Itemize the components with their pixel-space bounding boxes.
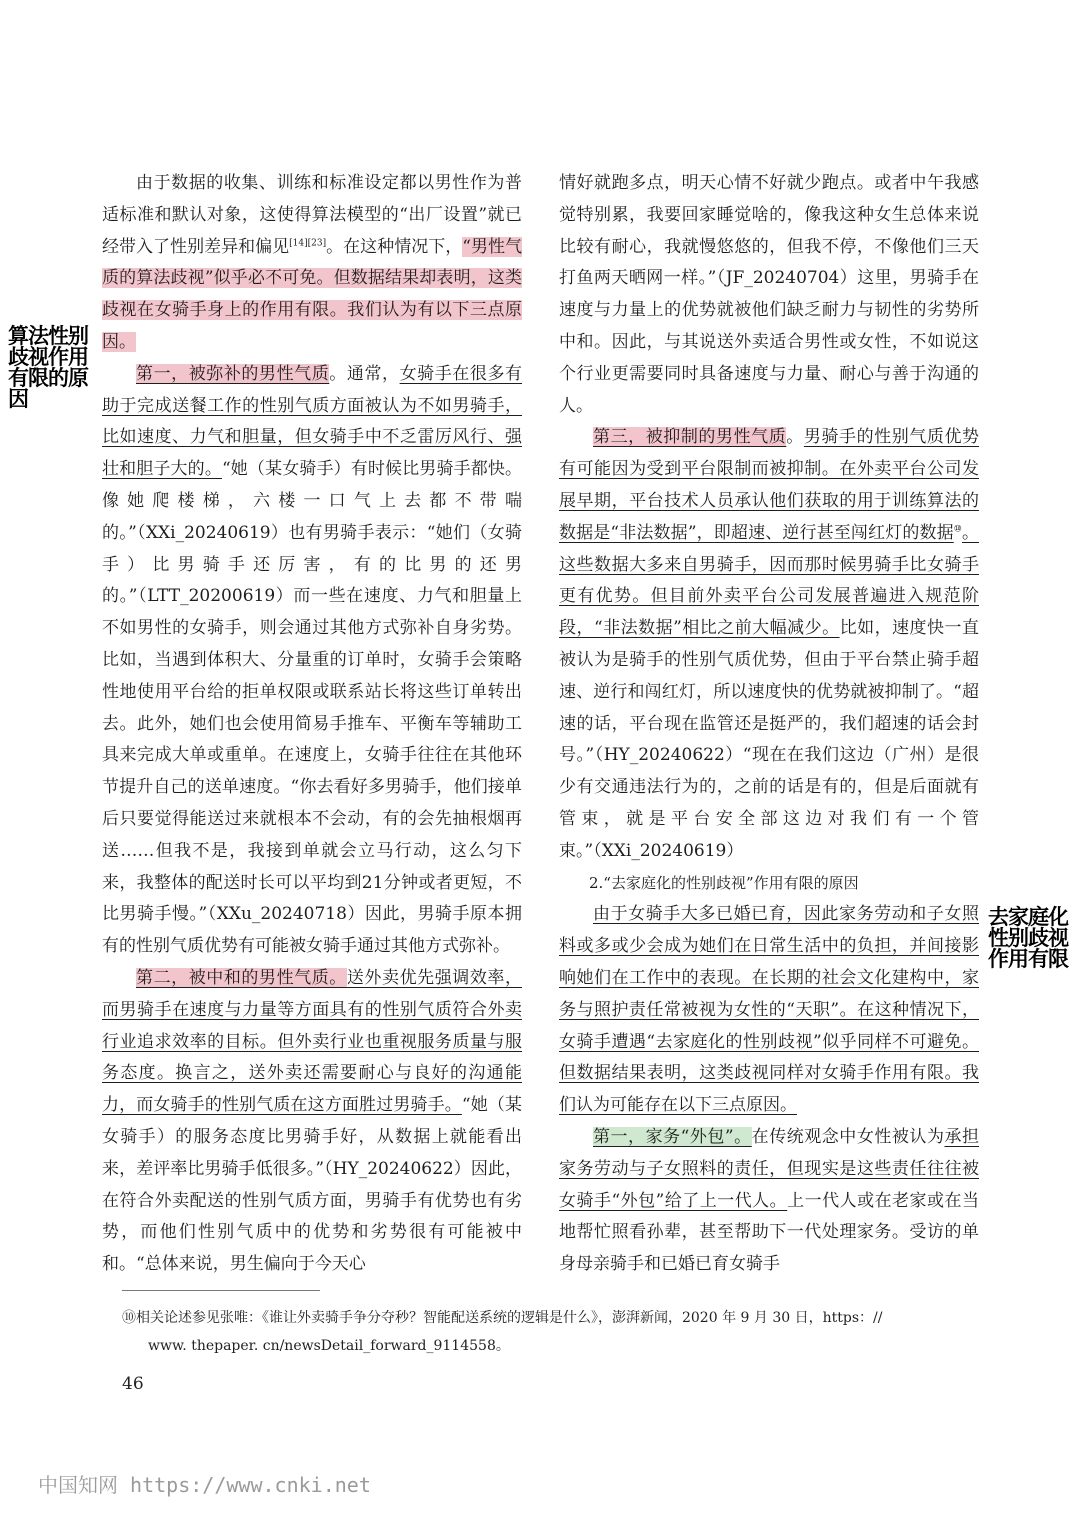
highlighted-text: “男性气质的算法歧视”似乎必不可免。但数据结果却表明，这类歧视在女骑手身上的作用有限。我们认为有以下三点原因。 <box>102 236 523 352</box>
margin-note-left: 算法性别歧视作用有限的原因 <box>8 324 88 411</box>
section-lead: 第一，家务“外包”。 <box>593 1126 752 1147</box>
body-text: 比如，速度快一直被认为是骑手的性别气质优势，但由于平台禁止骑手超速、逆行和闯红灯，所以速度快的优势就被抑制了。“超速的话，平台现在监管还是挺严的，我们超速的话会封号。”（HY_20240622）“现在在我们这边（广州）是很少有交通违法行为的，之前的话是有的，但是后面就有管束，就是平台安全部这边对我们有一个管束。”（XXi_20240619） <box>559 618 979 861</box>
underlined-text: 女骑手在很多有助于完成送餐工作的性别气质方面被认为不如男骑手，比如速度、力气和胆量，但女骑手中不乏雷厉风行、强壮和胆子大的。 <box>102 363 523 480</box>
body-text: 。在这种情况下， <box>326 236 463 257</box>
section-lead: 第三，被抑制的男性气质 <box>593 427 787 448</box>
page-number: 46 <box>122 1374 144 1394</box>
footnote-divider <box>122 1290 320 1291</box>
body-text: 。通常， <box>329 363 400 384</box>
body-text: 。 <box>786 427 804 448</box>
section-lead: 第二，被中和的男性气质。 <box>136 967 347 988</box>
underlined-text: 男骑手的性别气质优势有可能因为受到平台限制而被抑制。在外卖平台公司发展早期，平台技术人员承认他们获取的用于训练算法的数据是“非法数据”，即超速、逆行甚至闯红灯的数据 <box>559 427 980 543</box>
body-text: 情好就跑多点，明天心情不好就少跑点。或者中午我感觉特别累，我要回家睡觉啥的，像我这种女生总体来说比较有耐心，我就慢悠悠的，但我不停，不像他们三天打鱼两天晒网一样。”（JF_20240704）这里，男骑手在速度与力量上的优势就被他们缺乏耐力与韧性的劣势所中和。因此，与其说送外卖适合男性或女性，不如说这个行业更需要同时具备速度与力量、耐心与善于沟通的人。 <box>559 173 979 416</box>
section-lead: 第一，被弥补的男性气质 <box>136 363 330 384</box>
left-column <box>102 168 522 1281</box>
underlined-text: 。这些数据大多来自男骑手，因而那时候男骑手比女骑手更有优势。但目前外卖平台公司发展普遍进入规范阶段，“非法数据”相比之前大幅减少。 <box>559 522 979 639</box>
footnote-line: ⑩相关论述参见张唯：《谁让外卖骑手争分夺秒？智能配送系统的逻辑是什么》，澎湃新闻，2020 年 9 月 30 日，https：// <box>122 1310 883 1326</box>
underlined-text: 送外卖优先强调效率，而男骑手在速度与力量等方面具有的性别气质符合外卖行业追求效率的目标。但外卖行业也重视服务质量与服务态度。换言之，送外卖还需要耐心与良好的沟通能力，而女骑手的性别气质在这方面胜过男骑手。 <box>102 967 523 1116</box>
paragraph <box>559 168 979 422</box>
paragraph <box>559 422 979 867</box>
body-text: 由于数据的收集、训练和标准设定都以男性作为普适标准和默认对象，这使得算法模型的“出厂设置”就已经带入了性别差异和偏见 <box>102 173 522 257</box>
underlined-text: 承担家务劳动与子女照料的责任，但现实是这些责任往往被女骑手“外包”给了上一代人。 <box>559 1126 980 1211</box>
paragraph <box>559 899 979 1122</box>
paragraph <box>559 1122 979 1281</box>
paragraph <box>102 359 522 963</box>
footnote-marker: ⑩ <box>953 524 962 535</box>
right-column <box>559 168 979 1281</box>
margin-note-right: 去家庭化性别歧视作用有限 <box>988 905 1068 971</box>
watermark: 中国知网 https://www.cnki.net <box>38 1473 371 1497</box>
footnote-line: www. thepaper. cn/newsDetail_forward_9114558。 <box>148 1338 510 1354</box>
subsection-heading: 2.“去家庭化的性别歧视”作用有限的原因 <box>589 873 859 892</box>
body-text: “她（某女骑手）的服务态度比男骑手好，从数据上就能看出来，差评率比男骑手低很多。”（HY_20240622）因此，在符合外卖配送的性别气质方面，男骑手有优势也有劣势，而他们性别气质中的优势和劣势很有可能被中和。“总体来说，男生偏向于今天心 <box>102 1095 522 1275</box>
paragraph <box>102 963 522 1281</box>
paragraph <box>102 168 522 359</box>
footnote <box>122 1304 982 1360</box>
citation: [14][23] <box>289 237 327 248</box>
body-text: 上一代人或在老家或在当地帮忙照看孙辈，甚至帮助下一代处理家务。受访的单身母亲骑手和已婚已育女骑手 <box>559 1190 979 1275</box>
body-text: 在传统观念中女性被认为 <box>751 1126 945 1147</box>
underlined-text: 由于女骑手大多已婚已育，因此家务劳动和子女照料或多或少会成为她们在日常生活中的负担，并间接影响她们在工作中的表现。在长期的社会文化建构中，家务与照护责任常被视为女性的“天职”。在这种情况下，女骑手遭遇“去家庭化的性别歧视”似乎同样不可避免。但数据结果表明，这类歧视同样对女骑手作用有限。我们认为可能存在以下三点原因。 <box>559 904 979 1116</box>
body-text: “她（某女骑手）有时候比男骑手都快。像她爬楼梯，六楼一口气上去都不带喘的。”（XXi_20240619）也有男骑手表示：“她们（女骑手）比男骑手还厉害，有的比男的还男的。”（LTT_20200619）而一些在速度、力气和胆量上不如男性的女骑手，则会通过其他方式弥补自身劣势。比如，当遇到体积大、分量重的订单时，女骑手会策略性地使用平台给的拒单权限或联系站长将这些订单转出去。此外，她们也会使用简易手推车、平衡车等辅助工具来完成大单或重单。在速度上，女骑手往往在其他环节提升自己的送单速度。“你去看好多男骑手，他们接单后只要觉得能送过来就根本不会动，有的会先抽根烟再送……但我不是，我接到单就会立马行动，这么匀下来，我整体的配送时长可以平均到21分钟或者更短，不比男骑手慢。”（XXu_20240718）因此，男骑手原本拥有的性别气质优势有可能被女骑手通过其他方式弥补。 <box>102 459 522 957</box>
